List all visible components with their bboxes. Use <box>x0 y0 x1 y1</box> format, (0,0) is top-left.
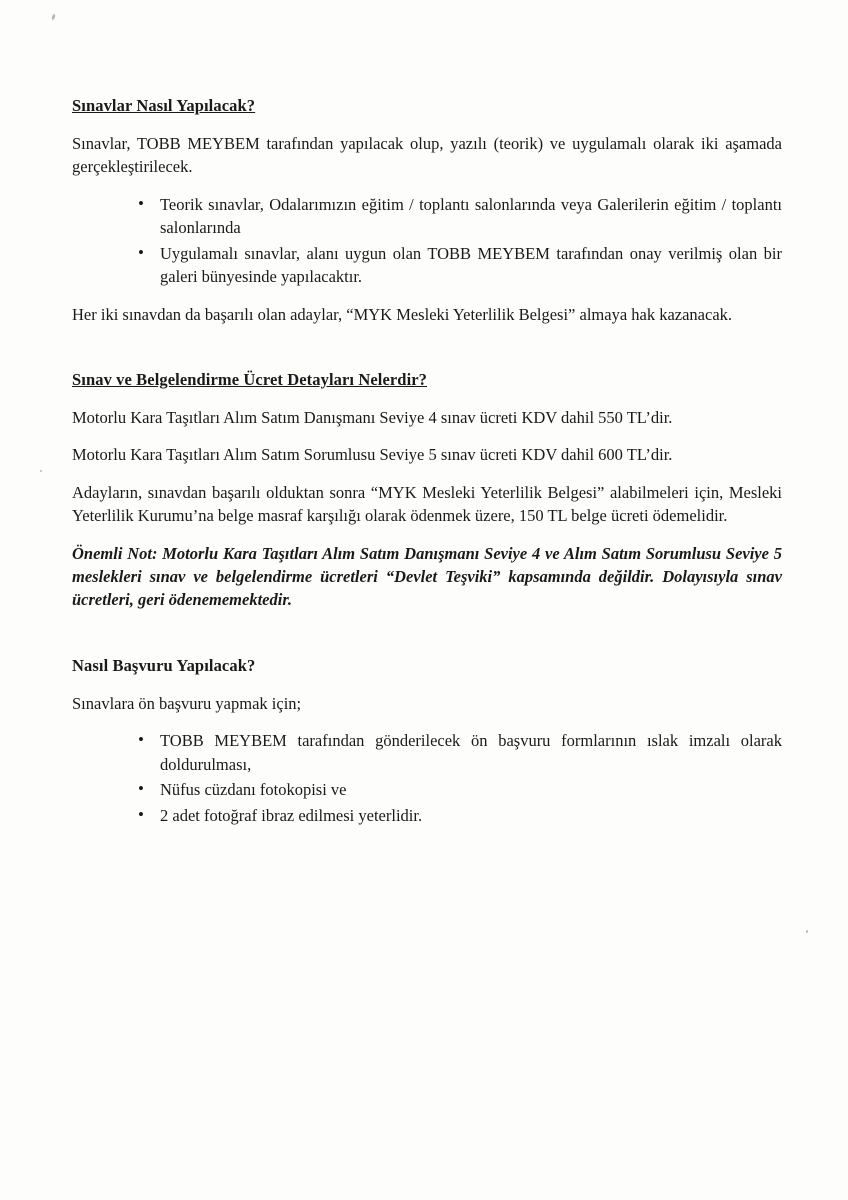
application-bullet-list <box>72 729 782 827</box>
section-spacer <box>72 612 782 656</box>
scan-speck <box>51 14 56 21</box>
list-item: • 2 adet fotoğraf ibraz edilmesi yeterlidir. <box>138 804 782 827</box>
exams-how-bullet-list <box>72 193 782 289</box>
exams-how-intro: Sınavlar, TOBB MEYBEM tarafından yapılacak olup, yazılı (teorik) ve uygulamalı olarak iki aşamada gerçekleştirilecek. <box>72 134 782 177</box>
exams-how-closing: Her iki sınavdan da başarılı olan adaylar, “MYK Mesleki Yeterlilik Belgesi” almaya hak kazanacak. <box>72 304 733 324</box>
fee-paragraph-level4: Motorlu Kara Taşıtları Alım Satım Danışmanı Seviye 4 sınav ücreti KDV dahil 550 TL’dir. <box>72 407 673 427</box>
section-fees <box>72 370 782 612</box>
application-intro: Sınavlara ön başvuru yapmak için; <box>72 693 302 713</box>
section-heading-application: Nasıl Başvuru Yapılacak? <box>72 655 256 675</box>
section-heading-fees: Sınav ve Belgelendirme Ücret Detayları Nelerdir? <box>72 369 428 389</box>
fee-paragraph-level5: Motorlu Kara Taşıtları Alım Satım Sorumlusu Seviye 5 sınav ücreti KDV dahil 600 TL’dir. <box>72 445 673 465</box>
scan-speck <box>806 930 808 933</box>
section-exams-how <box>72 96 782 326</box>
list-item: • Teorik sınavlar, Odalarımızın eğitim / toplantı salonlarında veya Galerilerin eğitim / toplantı salonlarında <box>138 193 782 240</box>
section-application <box>72 656 782 827</box>
list-item: • Uygulamalı sınavlar, alanı uygun olan TOBB MEYBEM tarafından onay verilmiş olan bir galeri bünyesinde yapılacaktır. <box>138 242 782 289</box>
important-note: Önemli Not: Motorlu Kara Taşıtları Alım Satım Danışmanı Seviye 4 ve Alım Satım Sorumlusu Seviye 5 meslekleri sınav ve belgelendirme ücretleri “Devlet Teşviki” kapsamında değildir. Dolayısıyla sınav ücretleri, geri ödenememektedir. <box>72 543 782 610</box>
section-spacer <box>72 326 782 370</box>
fee-paragraph-certificate: Adayların, sınavdan başarılı olduktan sonra “MYK Mesleki Yeterlilik Belgesi” alabilmeleri için, Mesleki Yeterlilik Kurumu’na belge masraf karşılığı olarak ödenmek üzere, 150 TL belge ücreti ödemelidir. <box>72 482 782 526</box>
list-item: • TOBB MEYBEM tarafından gönderilecek ön başvuru formlarının ıslak imzalı olarak doldurulması, <box>138 729 782 776</box>
section-heading-exams-how: Sınavlar Nasıl Yapılacak? <box>72 96 256 115</box>
scan-speck <box>40 470 42 472</box>
list-item: • Nüfus cüzdanı fotokopisi ve <box>138 778 782 801</box>
